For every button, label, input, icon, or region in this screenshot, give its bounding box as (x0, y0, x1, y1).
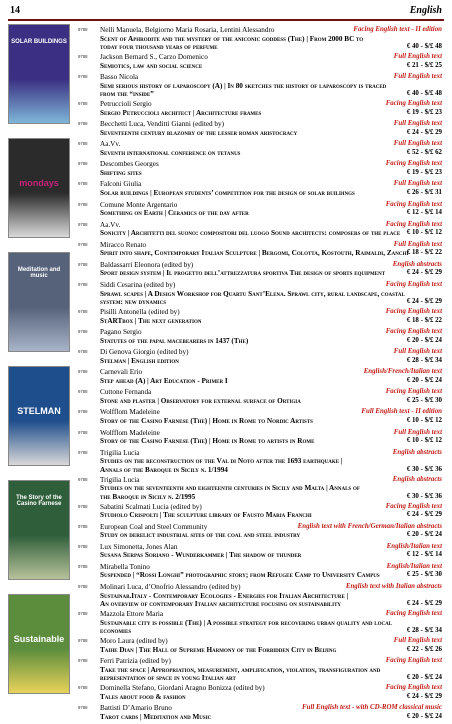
entry-author: Di Genova Giorgio (edited by) (100, 348, 189, 357)
entry-author: Ferri Patrizia (edited by) (100, 657, 171, 666)
catalogue-entry (78, 53, 442, 73)
catalogue-list (78, 26, 442, 724)
catalogue-entry (78, 348, 442, 368)
entry-title-line (100, 627, 442, 636)
entry-author: European Coal and Steel Community (100, 522, 208, 531)
book-cover (8, 594, 70, 694)
entry-title-line: Take the space | Appropriation, measurement, amplification, violation, transfiguration and (100, 665, 381, 674)
entry-price: € 26 - $/£ 31 (406, 189, 442, 197)
catalogue-entry (78, 388, 442, 408)
isbn-code: 9788 (78, 261, 88, 267)
entry-language-note: Facing English text (385, 280, 442, 288)
catalogue-entry (78, 221, 442, 241)
book-cover (8, 138, 70, 238)
catalogue-entry (78, 563, 442, 583)
entry-price: € 24 - $/£ 29 (406, 128, 442, 136)
catalogue-entry (78, 684, 442, 704)
entry-title-line (100, 189, 442, 198)
entry-language-note: Facing English text (385, 609, 442, 617)
entry-language-note: Full English text (393, 120, 442, 128)
entry-title-text: Step ahead (A) | Art Education - Primer I (100, 376, 228, 385)
entry-title-line (100, 571, 442, 580)
entry-language-note: Facing English text (385, 502, 442, 510)
isbn-code: 9788 (78, 476, 88, 482)
book-cover (8, 480, 70, 580)
entry-author: Mazzola Ettore Maria (100, 609, 164, 618)
entry-language-note: English/Italian text (386, 542, 442, 550)
book-cover-caption: Meditation and music (17, 267, 61, 279)
entry-title-text: Taihe Dian | The Hall of Supreme Harmony of the Forbidden City in Beijing (100, 645, 337, 654)
entry-language-note: Full English text (393, 180, 442, 188)
catalogue-entry (78, 583, 442, 610)
book-cover-caption: SOLAR BUILDINGS (11, 39, 67, 45)
entry-language-note: Facing English text (385, 328, 442, 336)
entry-language-note: Full English text (393, 240, 442, 248)
entry-price: € 12 - $/£ 14 (406, 209, 442, 217)
entry-language-note: Facing English text (385, 200, 442, 208)
entry-price: € 20 - $/£ 24 (406, 674, 442, 682)
catalogue-entry (78, 308, 442, 328)
entry-author: Moro Laura (edited by) (100, 636, 168, 645)
entry-price: € 40 - $/£ 48 (406, 90, 442, 98)
entry-title-text: system: new dynamics (100, 298, 166, 307)
entry-title-text: Tales about food & fashion (100, 692, 186, 701)
catalogue-entry (78, 704, 442, 724)
entry-author: Cuttone Fernanda (100, 388, 152, 397)
catalogue-entry (78, 429, 442, 449)
entry-title-text: Tarot cards | Meditation and Music (100, 712, 212, 721)
entry-author: Dominella Stefano, Giordani Aragno Bonizza (edited by) (100, 684, 265, 693)
entry-title-text: Semiotics, law and social science (100, 61, 203, 70)
entry-language-note: Facing English text (385, 657, 442, 665)
entry-language-note: English text with French/German/Italian abstracts (297, 522, 442, 530)
entry-author: Carnevali Erio (100, 368, 143, 377)
catalogue-entry (78, 476, 442, 503)
entry-title-line (100, 62, 442, 71)
entry-title-text: Sergio Petruccioli architect | Architecture frames (100, 108, 262, 117)
entry-author: Miracco Renato (100, 240, 147, 249)
entry-language-note: English abstracts (392, 475, 442, 483)
entry-title-line (100, 466, 442, 475)
entry-author: Jackson Bernard S., Carzo Domenico (100, 53, 208, 61)
entry-author: Becchetti Luca, Venditti Gianni (edited by) (100, 120, 225, 129)
isbn-code: 9788 (78, 369, 88, 375)
entry-title-line: Scent of Aphrodite and the mystery of the aniconic goddess (The) | From 2000 BC to (100, 34, 364, 43)
entry-title-line (100, 317, 442, 326)
entry-language-note: Facing English text (385, 160, 442, 168)
entry-title-text: Story of the Casino Farnese (The) | Home in Rome to artists in Rome (100, 437, 315, 446)
entry-price: € 30 - $/£ 36 (406, 465, 442, 473)
entry-price: € 10 - $/£ 12 (406, 437, 442, 445)
entry-price: € 18 - $/£ 22 (406, 316, 442, 324)
entry-title-text: Statutes of the papal macebearers in 1437 (The) (100, 336, 249, 345)
entry-title-line (100, 397, 442, 406)
book-cover (8, 366, 70, 466)
entry-price: € 20 - $/£ 24 (406, 712, 442, 720)
isbn-code: 9788 (78, 658, 88, 664)
entry-title-text: Seventeenth century blazonry of the lesser roman aristocracy (100, 128, 298, 137)
entry-price: € 24 - $/£ 29 (406, 298, 442, 306)
isbn-code: 9788 (78, 281, 88, 287)
isbn-code: 9788 (78, 637, 88, 643)
isbn-code: 9788 (78, 74, 88, 80)
entry-language-note: Facing English text (385, 307, 442, 315)
entry-title-text: Studiolo Crispolti | The sculpture library of Fausto Maria Franchi (100, 511, 312, 520)
entry-author: Siddi Cesarina (edited by) (100, 280, 176, 289)
entry-language-note: English abstracts (392, 448, 442, 456)
isbn-code: 9788 (78, 429, 88, 435)
isbn-code: 9788 (78, 543, 88, 549)
isbn-code: 9788 (78, 27, 88, 32)
isbn-code: 9788 (78, 583, 88, 589)
entry-title-line: Studies on the seventeenth and eighteenth centuries in Sicily and Malta | Annals of (100, 484, 360, 493)
catalogue-entry (78, 408, 442, 428)
entry-author: Nelli Manuela, Belgiorno Maria Rosaria, Lentini Alessandro (100, 26, 275, 34)
entry-price: € 24 - $/£ 29 (406, 269, 442, 277)
entry-author: Mirabella Tonino (100, 562, 150, 571)
entry-price: € 30 - $/£ 36 (406, 492, 442, 500)
entry-title-line (100, 229, 442, 238)
isbn-code: 9788 (78, 308, 88, 314)
isbn-code: 9788 (78, 54, 88, 59)
entry-price: € 20 - $/£ 24 (406, 531, 442, 539)
entry-title-text: Annals of the Baroque in Sicily n. 1/1994 (100, 465, 228, 474)
entry-title-text: Study on derelict industrial sites of the coal and steel industry (100, 531, 301, 540)
catalogue-entry (78, 368, 442, 388)
entry-title-line (100, 417, 442, 426)
catalogue-entry (78, 543, 442, 563)
isbn-code: 9788 (78, 705, 88, 711)
entry-title-text: Story of the Casino Farnese (The) | Home in Rome to Nordic Artists (100, 417, 313, 425)
entry-title-text: the Baroque in Sicily n. 2/1995 (100, 492, 196, 501)
entry-price: € 12 - $/£ 14 (406, 551, 442, 559)
isbn-code: 9788 (78, 610, 88, 616)
entry-title-line (100, 511, 442, 520)
book-cover-caption: STELMAN (17, 406, 61, 416)
isbn-code: 9788 (78, 349, 88, 355)
entry-title-line: Studies on the reconstruction of the Val di Noto after the 1693 earthquake | (100, 457, 343, 466)
entry-title-line (100, 693, 442, 702)
catalogue-entry (78, 201, 442, 221)
entry-title-line (100, 169, 442, 178)
entry-language-note: Facing English text (385, 220, 442, 228)
entry-price: € 24 - $/£ 29 (406, 511, 442, 519)
entry-language-note: Full English text - with CD-ROM classical music (302, 704, 442, 712)
entry-title-text: Solar buildings | European students’ competition for the design of solar buildings (100, 189, 355, 198)
entry-language-note: Full English text (393, 636, 442, 644)
entry-price: € 28 - $/£ 34 (406, 627, 442, 635)
isbn-code: 9788 (78, 181, 88, 187)
entry-title-line (100, 43, 442, 52)
catalogue-entry (78, 26, 442, 53)
entry-price: € 20 - $/£ 24 (406, 336, 442, 344)
entry-title-text: Spirit into shape, Contemporary Italian Sculpture | Bergomi, Colotta, Kostouth, Raimaldi, Zanchi (100, 249, 409, 258)
book-cover-caption: mondays (19, 178, 59, 188)
isbn-code: 9788 (78, 161, 88, 167)
entry-title-text: representation of space in young Italian art (100, 674, 236, 683)
entry-language-note: Full English text (393, 53, 442, 60)
entry-title-text: Shifting sites (100, 168, 142, 177)
entry-author: Wolfflom Madeleine (100, 408, 160, 417)
entry-title-line (100, 674, 442, 683)
entry-title-text: Stelman | English edition (100, 356, 179, 365)
entry-title-line (100, 337, 442, 346)
entry-author: Molinari Luca, d’Onofrio Alessandro (edited by) (100, 582, 241, 591)
entry-author: Pagano Sergio (100, 328, 142, 337)
entry-price: € 28 - $/£ 34 (406, 356, 442, 364)
isbn-code: 9788 (78, 221, 88, 227)
catalogue-entry (78, 503, 442, 523)
entry-title-text: Stone and plaster | Observatory for external surface of Ortigia (100, 396, 301, 405)
section-title: English (409, 5, 442, 16)
entry-price: € 40 - $/£ 48 (406, 43, 442, 51)
entry-author: Comune Monte Argentario (100, 200, 178, 209)
entry-title-line (100, 357, 442, 366)
entry-title-line (100, 551, 442, 560)
entry-title-text: today four thousand years of perfume (100, 43, 218, 52)
entry-language-note: Full English text (393, 73, 442, 81)
entry-title-line (100, 713, 442, 722)
catalogue-entry (78, 120, 442, 140)
isbn-code: 9788 (78, 563, 88, 569)
entry-title-line (100, 600, 442, 609)
entry-title-text: Something on Earth | Ceramics of the day after (100, 209, 249, 218)
catalogue-entry (78, 180, 442, 200)
entry-price: € 18 - $/£ 22 (406, 249, 442, 257)
entry-title-line (100, 90, 442, 99)
entry-title-text: Sport design system | Il progetto dell’attrezzatura sportiva The design of sports equipment (100, 269, 386, 278)
isbn-code: 9788 (78, 523, 88, 529)
isbn-code: 9788 (78, 409, 88, 415)
entry-language-note: English/Italian text (386, 562, 442, 570)
book-covers-column (8, 24, 72, 708)
entry-price: € 10 - $/£ 12 (406, 417, 442, 424)
catalogue-entry (78, 140, 442, 160)
entry-title-line (100, 129, 442, 138)
entry-author: Aa.Vv. (100, 220, 121, 229)
page-number: 14 (10, 5, 20, 16)
isbn-code: 9788 (78, 449, 88, 455)
entry-title-line (100, 493, 442, 502)
entry-title-line: Sprawl scapes | A Design Workshop for Quartu Sant’Elena. Sprawl city, rural landscape, coastal (100, 289, 405, 298)
entry-language-note: English/French/Italian text (363, 368, 442, 376)
entry-language-note: Facing English text (385, 684, 442, 692)
catalogue-entry (78, 637, 442, 657)
book-cover (8, 252, 70, 352)
entry-title-text: StARTbox | The next generation (100, 316, 202, 325)
book-cover (8, 24, 70, 124)
entry-price: € 19 - $/£ 23 (406, 168, 442, 176)
entry-author: Trigilia Lucia (100, 448, 140, 457)
book-cover-caption: The Story of the Casino Farnese (16, 495, 62, 507)
entry-author: Pisilli Antonella (edited by) (100, 307, 180, 316)
catalogue-entry (78, 610, 442, 637)
entry-author: Basso Nicola (100, 73, 139, 82)
entry-author: Petruccioli Sergio (100, 100, 152, 109)
isbn-code: 9788 (78, 121, 88, 127)
isbn-code: 9788 (78, 329, 88, 335)
entry-author: Lux Simonetta, Jones Alan (100, 542, 178, 551)
entry-title-line (100, 149, 442, 158)
entry-price: € 20 - $/£ 24 (406, 376, 442, 384)
entry-price: € 19 - $/£ 23 (406, 108, 442, 116)
catalogue-entry (78, 100, 442, 120)
entry-title-text: Seventh international conference on tetanus (100, 148, 241, 157)
isbn-code: 9788 (78, 503, 88, 509)
entry-title-line: Semi serious history of laparoscopy (A) | In 80 sketches the history of laparoscopy is traced (100, 81, 387, 90)
catalogue-entry (78, 449, 442, 476)
header-rule (8, 19, 444, 21)
isbn-code: 9788 (78, 685, 88, 691)
entry-language-note: Facing English text (385, 100, 442, 108)
isbn-code: 9788 (78, 141, 88, 147)
entry-language-note: Full English text (393, 428, 442, 436)
catalogue-entry (78, 523, 442, 543)
catalogue-entry (78, 160, 442, 180)
catalogue-entry (78, 73, 442, 100)
catalogue-entry (78, 281, 442, 308)
entry-language-note: English abstracts (392, 260, 442, 268)
entry-price: € 22 - $/£ 26 (406, 645, 442, 653)
entry-author: Falconi Giulia (100, 180, 142, 189)
entry-language-note: Facing English text (385, 388, 442, 396)
entry-title-line (100, 209, 442, 218)
entry-title-line (100, 109, 442, 118)
isbn-code: 9788 (78, 201, 88, 207)
catalogue-entry (78, 328, 442, 348)
entry-title-line (100, 437, 442, 446)
entry-title-line: Sustainable city is possible (The) | A possible strategy for recovering urban quality and local (100, 618, 393, 627)
entry-title-line: Sustainab.Italy - Contemporary Ecologies - Energies for Italian Architecture | (100, 591, 349, 600)
entry-title-line (100, 646, 442, 655)
entry-title-text: economies (100, 627, 132, 636)
entry-author: Baldassarri Eleonora (edited by) (100, 260, 194, 269)
entry-title-line (100, 269, 442, 278)
entry-title-line (100, 531, 442, 540)
entry-author: Wolfflom Madeleine (100, 428, 160, 437)
entry-price: € 21 - $/£ 25 (406, 61, 442, 69)
entry-author: Aa.Vv. (100, 140, 121, 149)
entry-author: Trigilia Lucia (100, 475, 140, 484)
entry-title-text: from the “inside” (100, 90, 154, 99)
entry-title-line (100, 377, 442, 386)
entry-language-note: Full English text (393, 140, 442, 148)
entry-price: € 25 - $/£ 30 (406, 571, 442, 579)
catalogue-entry (78, 241, 442, 261)
entry-title-line (100, 298, 442, 307)
entry-title-line (100, 249, 442, 258)
entry-price: € 24 - $/£ 29 (406, 600, 442, 608)
entry-price: € 24 - $/£ 29 (406, 692, 442, 700)
entry-price: € 52 - $/£ 62 (406, 148, 442, 156)
entry-price: € 25 - $/£ 30 (406, 396, 442, 404)
entry-title-text: Susana Serpas Soriano - Wunderkammer | The shadow of thunder (100, 551, 302, 560)
entry-language-note: Full English text (393, 348, 442, 356)
entry-author: Sabatini Scalmati Lucia (edited by) (100, 502, 202, 511)
catalogue-entry (78, 261, 442, 281)
isbn-code: 9788 (78, 389, 88, 395)
isbn-code: 9788 (78, 241, 88, 247)
entry-author: Battisti D’Amario Bruno (100, 704, 172, 713)
entry-title-text: Suspended | “Rossi Longhi” photographic story; from Refugee Camp to University Campus (100, 571, 380, 580)
entry-language-note: Full English text - II edition (361, 408, 442, 416)
isbn-code: 9788 (78, 101, 88, 107)
entry-title-text: An overview of contemporary Italian architecture focusing on sustainability (100, 600, 342, 609)
book-cover-caption: Sustainable (13, 634, 65, 644)
entry-title-text: Sonicity | Architetti del suono: compositori del luogo Sound architects: composers of the place (100, 229, 401, 238)
entry-language-note: Facing English text - II edition (353, 26, 442, 33)
entry-author: Descombes Georges (100, 160, 159, 169)
entry-price: € 10 - $/£ 12 (406, 229, 442, 237)
entry-language-note: English text with Italian abstracts (345, 582, 442, 590)
catalogue-entry (78, 657, 442, 684)
